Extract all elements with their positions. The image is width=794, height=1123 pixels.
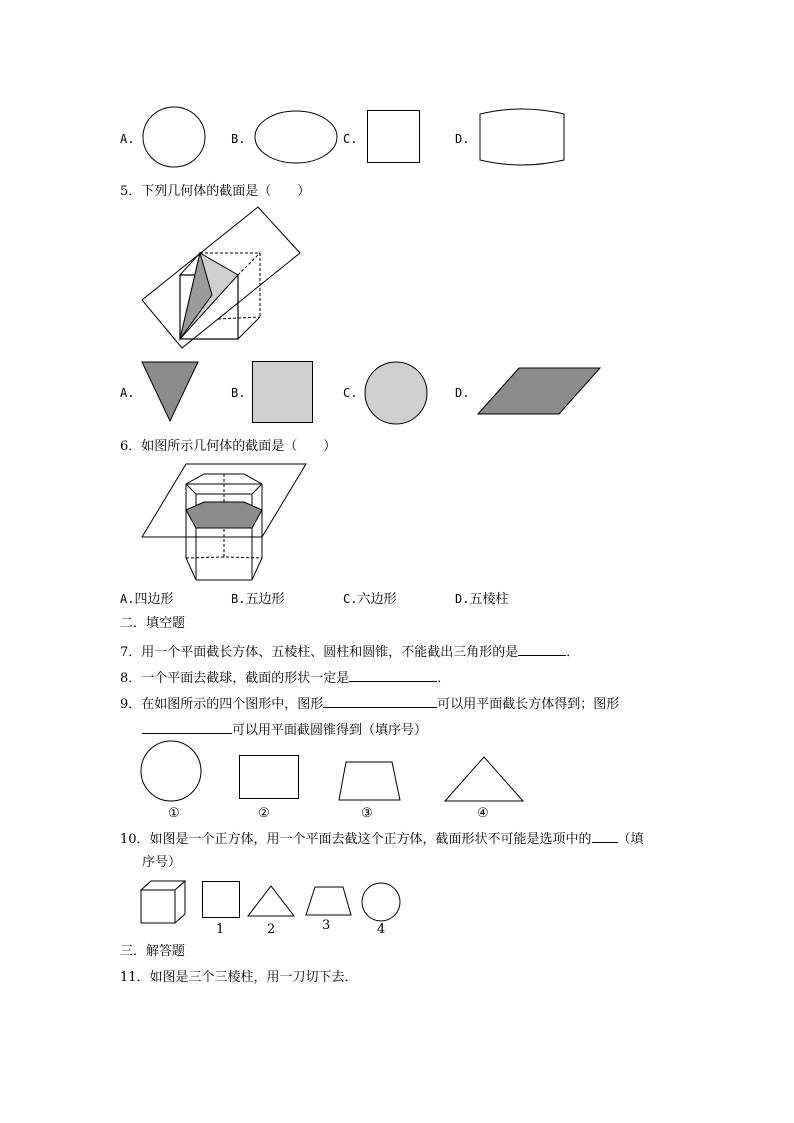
q5-option-d-parallelogram [477,367,603,417]
q6-option-c-label: C. [343,592,358,606]
q5-option-d-label: D. [455,386,470,400]
q7-line [120,641,579,662]
q9-figure-circle [140,740,204,804]
q10-line-2: 序号） [142,855,182,870]
q5-option-c-circle [364,361,430,427]
q10-line-1 [120,828,644,849]
q4-option-b-ellipse [254,110,340,166]
q7-text-after: ． [566,645,580,660]
q6-option-b [231,590,284,609]
q4-option-b-label: B. [231,132,246,146]
q9-answer-blank-2[interactable] [142,719,232,734]
q9-figure-trapezoid [338,761,404,803]
q6-option-a-label: A. [120,592,135,606]
q10-figure-triangle [247,885,297,919]
q10-figure-cube [140,880,188,926]
q4-option-a-circle [142,106,208,168]
q9-text-mid: 可以用平面截长方体得到；图形 [437,697,620,712]
q4-option-c-label: C. [343,132,358,146]
q6-option-c-text: 六边形 [357,592,397,607]
q6-stem: 6．如图所示几何体的截面是（ ） [120,439,337,454]
q6-option-d [455,590,508,609]
q4-option-a-label: A. [120,132,135,146]
q9-line-1 [120,693,619,714]
q10-label-3: 3 [322,918,331,933]
q5-option-b-label: B. [231,386,246,400]
q10-label-1: 1 [216,922,225,937]
q5-option-a-label: A. [120,386,135,400]
q9-figure-rectangle [239,755,303,803]
q6-option-d-label: D. [455,592,470,606]
q6-option-d-text: 五棱柱 [469,592,509,607]
q4-option-d-label: D. [455,132,470,146]
section-2-title: 二．填空题 [120,616,186,631]
q9-line-2 [142,719,427,740]
q8-text-after: ． [437,671,451,686]
q9-label-3: ③ [361,806,373,821]
q10-label-4: 4 [377,922,386,937]
q9-text-after: 可以用平面截圆锥得到（填序号） [232,723,428,738]
q4-option-d-barrel [478,110,568,168]
q6-option-a-text: 四边形 [134,592,174,607]
q7-answer-blank[interactable] [518,641,566,656]
q6-option-b-text: 五边形 [245,592,285,607]
q6-figure-prism-with-plane [140,462,310,584]
q8-text-before: 8．一个平面去截球，截面的形状一定是 [120,671,350,686]
q10-figure-square [202,881,244,921]
q9-label-2: ② [258,806,270,821]
q8-answer-blank[interactable] [349,667,437,682]
q8-line [120,667,450,688]
q5-option-a-triangle [141,361,201,423]
q6-option-b-label: B. [231,592,246,606]
q6-options [120,590,173,609]
q10-label-2: 2 [267,922,276,937]
q9-label-4: ④ [477,806,489,821]
q5-option-c-label: C. [343,386,358,400]
q9-answer-blank-1[interactable] [323,693,437,708]
q10-figure-circle [361,882,403,924]
q10-text-before: 10．如图是一个正方体，用一个平面去截这个正方体，截面形状不可能是选项中的 [120,832,592,847]
q9-figure-triangle [444,756,526,804]
q5-stem: 5．下列几何体的截面是（ ） [120,184,311,199]
q5-figure-cube-with-plane [140,205,310,355]
q11-stem: 11．如图是三个三棱柱，用一刀切下去． [120,970,358,985]
q9-label-1: ① [168,806,180,821]
q10-answer-blank[interactable] [592,828,618,843]
q4-option-c-square [367,110,423,166]
q5-option-b-square [252,361,316,425]
q10-figure-trapezoid [305,886,355,918]
q7-text-before: 7．用一个平面截长方体、五棱柱、圆柱和圆锥，不能截出三角形的是 [120,645,519,660]
q6-option-c [343,590,396,609]
q9-text-before: 9．在如图所示的四个图形中，图形 [120,697,324,712]
section-3-title: 三．解答题 [120,944,186,959]
q10-text-after: （填 [617,832,644,847]
